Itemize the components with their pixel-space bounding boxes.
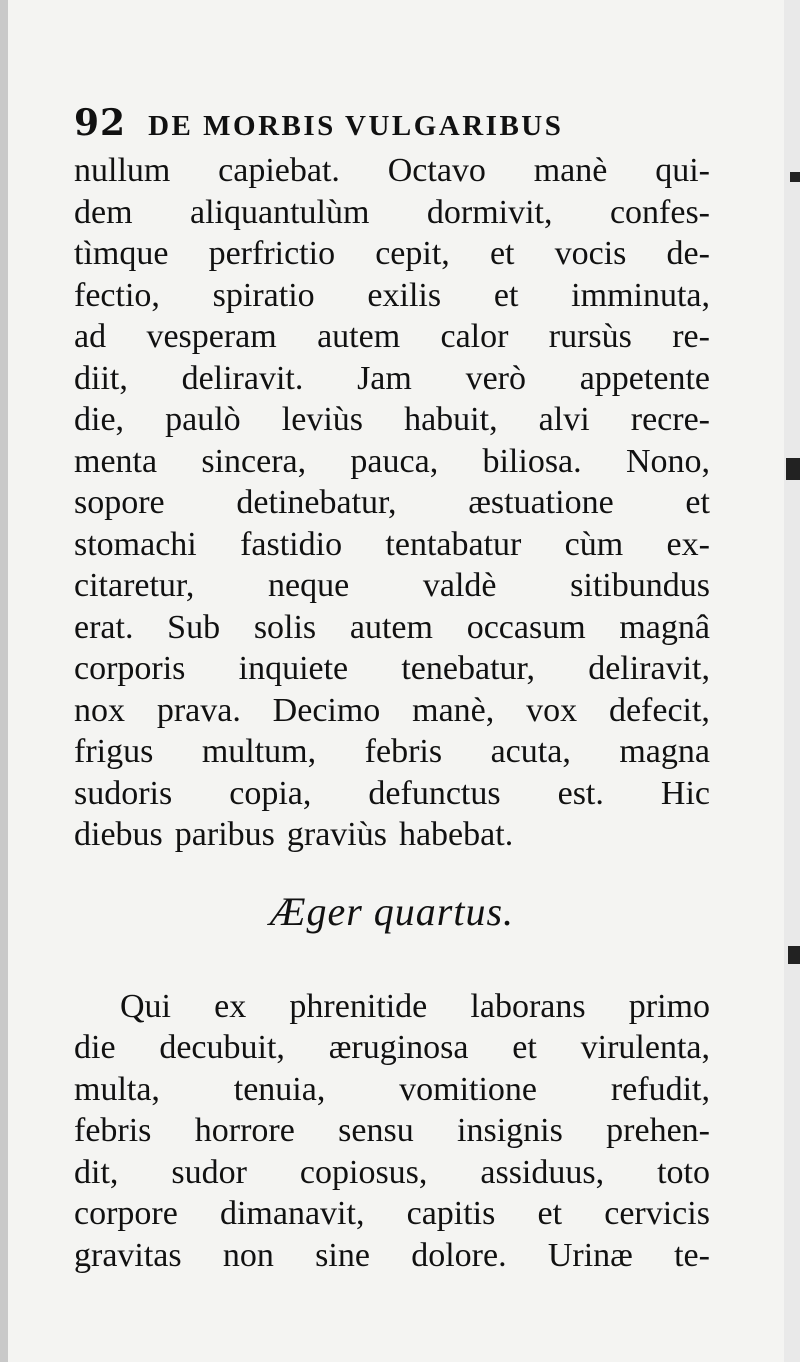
word: stomachi [74, 525, 197, 563]
word: sensu [338, 1112, 414, 1149]
word: sine [315, 1236, 370, 1274]
word: re- [672, 318, 710, 355]
word: deliravit. [181, 359, 304, 397]
word: cùm [564, 525, 624, 563]
word: est. [557, 774, 604, 812]
word: acuta, [490, 733, 571, 770]
text-line [74, 690, 710, 732]
word: Hic [660, 774, 710, 812]
word: appetente [579, 359, 710, 397]
word: valdè [422, 567, 497, 604]
page-content [74, 102, 710, 1276]
word: citaretur, [74, 567, 195, 604]
text-line [74, 607, 710, 649]
word: pauca, [350, 442, 439, 480]
word: Qui [120, 987, 171, 1025]
word: confes- [609, 193, 710, 231]
word: capiebat. [218, 152, 340, 189]
word: ex [214, 987, 247, 1025]
word: sitibundus [570, 567, 710, 604]
text-line [74, 358, 710, 400]
word: prehen- [606, 1112, 710, 1149]
word: calor [440, 318, 509, 355]
word: manè, [412, 691, 495, 729]
word: menta [74, 442, 158, 480]
running-head-title: DE MORBIS VULGARIBUS [148, 110, 564, 142]
word: copia, [229, 774, 312, 812]
word: multa, [74, 1070, 160, 1108]
word: sudoris [74, 774, 173, 812]
word: die, [74, 401, 125, 438]
word: febris [74, 1112, 152, 1149]
text-line [74, 773, 710, 815]
word: leviùs [281, 401, 363, 438]
word: occasum [466, 608, 586, 646]
word: te- [674, 1236, 710, 1274]
text-line [74, 275, 710, 317]
word: deliravit, [588, 650, 710, 687]
word: habebat. [398, 816, 514, 853]
text-line [74, 482, 710, 524]
word: copiosus, [299, 1153, 428, 1191]
word: dit, [74, 1153, 119, 1191]
word: diebus [74, 816, 163, 853]
word: et [512, 1029, 537, 1066]
word: paribus [174, 816, 275, 853]
word: et [537, 1195, 563, 1232]
word: Decimo [272, 691, 381, 729]
word: Jam [357, 359, 412, 397]
word: dimanavit, [219, 1195, 365, 1232]
word: autem [317, 318, 401, 355]
word: aliquantulùm [190, 193, 370, 231]
word: Octavo [387, 152, 486, 189]
word: sincera, [201, 442, 307, 480]
word: rursùs [548, 318, 632, 355]
text-line [74, 814, 710, 856]
word: ex- [666, 525, 710, 563]
word: die [74, 1029, 116, 1066]
word: horrore [194, 1112, 295, 1149]
word: fectio, [74, 276, 160, 314]
text-line [74, 1069, 710, 1111]
word: prava. [156, 691, 241, 729]
word: de- [666, 235, 710, 272]
word: dolore. [411, 1236, 507, 1274]
word: refudit, [610, 1070, 710, 1108]
word: defunctus [368, 774, 501, 812]
word: et [489, 235, 515, 272]
word: vomitione [399, 1070, 538, 1108]
word: non [222, 1236, 274, 1274]
word: alvi [538, 401, 590, 438]
word: æruginosa [328, 1029, 469, 1066]
word: nox [74, 691, 125, 729]
word: tenebatur, [401, 650, 535, 687]
word: assiduus, [480, 1153, 605, 1191]
word: multum, [201, 733, 317, 770]
word: verò [465, 359, 526, 397]
word: magna [619, 733, 710, 770]
text-line [74, 524, 710, 566]
word: Nono, [625, 442, 710, 480]
word: Sub [167, 608, 221, 646]
word: magnâ [619, 608, 710, 646]
word: et [493, 276, 519, 314]
word: capitis [406, 1195, 496, 1232]
text-line [74, 441, 710, 483]
word: insignis [457, 1112, 563, 1149]
word: autem [349, 608, 433, 646]
text-line [74, 316, 710, 358]
word: corporis [74, 650, 186, 687]
text-line [74, 399, 710, 441]
word: gravitas [74, 1236, 182, 1274]
word: fastidio [240, 525, 343, 563]
word: ad [74, 318, 107, 355]
text-line [74, 150, 710, 192]
word: nullum [74, 152, 171, 189]
edge-mark [786, 458, 800, 480]
word: graviùs [286, 816, 387, 853]
text-line [74, 1193, 710, 1235]
running-head [74, 102, 710, 150]
word: solis [253, 608, 317, 646]
word: inquiete [238, 650, 349, 687]
word: recre- [630, 401, 710, 438]
word: æstuatione [468, 484, 614, 521]
word: Urinæ [547, 1236, 633, 1274]
word: cervicis [604, 1195, 710, 1232]
text-line [74, 1110, 710, 1152]
word: frigus [74, 733, 154, 770]
word: tenuia, [233, 1070, 326, 1108]
text-line [74, 731, 710, 773]
word: vocis [554, 235, 627, 272]
word: corpore [74, 1195, 178, 1232]
text-line [74, 1235, 710, 1277]
word: cepit, [375, 235, 450, 272]
word: tentabatur [385, 525, 522, 563]
text-line [74, 192, 710, 234]
word: decubuit, [159, 1029, 285, 1066]
word: vesperam [146, 318, 277, 355]
page-edge [784, 0, 800, 1362]
word: virulenta, [580, 1029, 710, 1066]
word: sudor [171, 1153, 247, 1191]
text-line [74, 986, 710, 1028]
word: dem [74, 193, 133, 231]
text-line [74, 648, 710, 690]
text-line [74, 565, 710, 607]
word: dormivit, [426, 193, 553, 231]
paragraph-1 [74, 150, 710, 856]
edge-mark [790, 172, 800, 182]
word: sopore [74, 484, 165, 521]
word: detinebatur, [236, 484, 397, 521]
word: laborans [470, 987, 586, 1025]
text-line [74, 1152, 710, 1194]
text-line [74, 1027, 710, 1069]
word: febris [364, 733, 443, 770]
word: erat. [74, 608, 134, 646]
word: exilis [367, 276, 442, 314]
word: habuit, [404, 401, 498, 438]
word: primo [628, 987, 710, 1025]
word: phrenitide [289, 987, 428, 1025]
text-line [74, 233, 710, 275]
word: qui- [655, 152, 710, 189]
word: biliosa. [482, 442, 582, 480]
paragraph-2 [74, 986, 710, 1277]
word: manè [533, 152, 608, 189]
word: paulò [165, 401, 241, 438]
edge-mark [788, 946, 800, 964]
word: imminuta, [571, 276, 710, 314]
word: diit, [74, 359, 128, 397]
section-heading: Æger quartus. [269, 888, 515, 934]
word: vox [526, 691, 578, 729]
word: neque [268, 567, 350, 604]
word: defecit, [608, 691, 710, 729]
page-number: 92 [74, 102, 127, 144]
word: tìmque [74, 235, 169, 272]
word: toto [657, 1153, 710, 1191]
word: perfrictio [208, 235, 336, 272]
word: et [685, 484, 710, 521]
word: spiratio [212, 276, 315, 314]
